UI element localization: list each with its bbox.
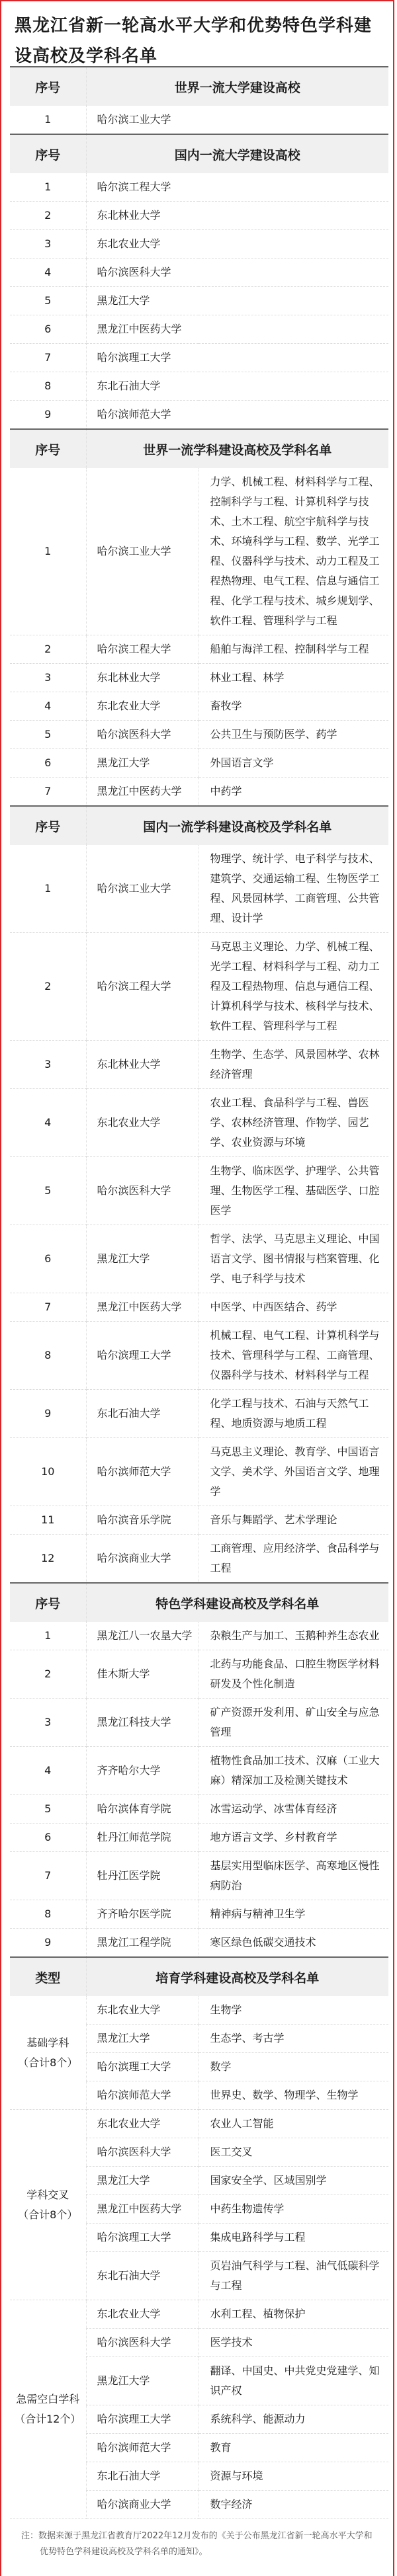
section-header	[10, 134, 388, 173]
row-number: 1	[10, 1622, 86, 1650]
row-number: 2	[10, 202, 86, 230]
column-header: 序号	[10, 429, 86, 468]
section-title: 培育学科建设高校及学科名单	[86, 1957, 388, 1996]
row-number: 1	[10, 106, 86, 134]
row-number: 12	[10, 1535, 86, 1584]
row-number: 5	[10, 1795, 86, 1824]
table-row	[10, 1795, 388, 1824]
row-number: 6	[10, 1225, 86, 1293]
school-name: 哈尔滨理工大学	[86, 344, 388, 372]
group-name: 学科交叉	[26, 2188, 69, 2201]
table-row	[10, 933, 388, 1041]
subject-list: 力学、机械工程、材料科学与工程、控制科学与工程、计算机科学与技术、土木工程、航空宇航科学与技术、环境科学与工程、数学、光学工程、仪器科学与技术、动力工程及工程热物理、电气工程、信息与通信工程、化学工程与技术、城乡规划学、软件工程、管理科学与工程	[198, 468, 388, 635]
subject-list: 系统科学、能源动力	[198, 2405, 388, 2434]
section-title: 世界一流学科建设高校及学科名单	[86, 429, 388, 468]
school-name: 黑龙江大学	[86, 1225, 198, 1293]
subject-list: 国家安全学、区域国别学	[198, 2167, 388, 2195]
subject-list: 中医学、中西医结合、药学	[198, 1293, 388, 1322]
subject-list: 物理学、统计学、电子科学与技术、建筑学、交通运输工程、生物医学工程、风景园林学、工商管理、公共管理、设计学	[198, 845, 388, 933]
school-name: 东北农业大学	[86, 1089, 198, 1157]
subject-list: 世界史、数学、物理学、生物学	[198, 2081, 388, 2110]
subject-list: 农业人工智能	[198, 2110, 388, 2138]
row-number: 8	[10, 1322, 86, 1390]
section-header	[10, 1583, 388, 1622]
school-name: 哈尔滨医科大学	[86, 2329, 198, 2357]
table-row	[10, 1041, 388, 1089]
school-name: 哈尔滨医科大学	[86, 259, 388, 287]
row-number: 4	[10, 1089, 86, 1157]
table-row	[10, 315, 388, 344]
table-row	[10, 259, 388, 287]
group-type-cell	[10, 2110, 86, 2300]
table-row	[10, 1622, 388, 1650]
school-name: 牡丹江医学院	[86, 1852, 198, 1900]
subject-list: 医学技术	[198, 2329, 388, 2357]
row-number: 7	[10, 1293, 86, 1322]
table-row	[10, 1322, 388, 1390]
section-header	[10, 429, 388, 468]
row-number: 2	[10, 1650, 86, 1699]
school-name: 黑龙江中医药大学	[86, 778, 198, 807]
table-row	[10, 344, 388, 372]
table-row	[10, 845, 388, 933]
table-row	[10, 202, 388, 230]
subject-list: 教育	[198, 2434, 388, 2462]
table-row	[10, 1852, 388, 1900]
column-header: 序号	[10, 67, 86, 106]
school-name: 黑龙江中医药大学	[86, 1293, 198, 1322]
subject-list: 植物性食品加工技术、汉麻（工业大麻）精深加工及检测关键技术	[198, 1747, 388, 1795]
group-name: 急需空白学科	[16, 2393, 80, 2405]
group-count: （合计8个）	[18, 2208, 78, 2221]
row-number: 5	[10, 721, 86, 749]
school-name: 哈尔滨商业大学	[86, 2491, 198, 2519]
school-name: 黑龙江中医药大学	[86, 315, 388, 344]
row-number: 4	[10, 692, 86, 721]
table-row	[10, 749, 388, 778]
school-name: 黑龙江科技大学	[86, 1699, 198, 1747]
row-number: 3	[10, 1041, 86, 1089]
school-name: 东北农业大学	[86, 2110, 198, 2138]
school-name: 哈尔滨商业大学	[86, 1535, 198, 1584]
subject-list: 马克思主义理论、教育学、中国语言文学、美术学、外国语言文学、地理学	[198, 1438, 388, 1506]
school-name: 东北林业大学	[86, 1041, 198, 1089]
table-row	[10, 1390, 388, 1438]
school-name: 东北农业大学	[86, 1996, 198, 2025]
subject-list: 林业工程、林学	[198, 664, 388, 692]
table-row	[10, 1506, 388, 1535]
school-name: 东北农业大学	[86, 692, 198, 721]
subject-list: 音乐与舞蹈学、艺术学理论	[198, 1506, 388, 1535]
school-name: 哈尔滨工业大学	[86, 106, 388, 134]
school-name: 哈尔滨工程大学	[86, 933, 198, 1041]
table-row	[10, 664, 388, 692]
school-name: 黑龙江大学	[86, 287, 388, 315]
row-number: 4	[10, 259, 86, 287]
group-type-cell	[10, 1996, 86, 2110]
page-title: 黑龙江省新一轮高水平大学和优势特色学科建设高校及学科名单	[15, 16, 373, 66]
school-name: 哈尔滨体育学院	[86, 1795, 198, 1824]
table-row	[10, 468, 388, 635]
section-title: 国内一流学科建设高校及学科名单	[86, 806, 388, 845]
school-name: 哈尔滨师范大学	[86, 2081, 198, 2110]
row-number: 6	[10, 1824, 86, 1852]
subject-list: 外国语言文学	[198, 749, 388, 778]
school-name: 东北石油大学	[86, 2252, 198, 2300]
table-row	[10, 721, 388, 749]
subject-list: 数字经济	[198, 2491, 388, 2519]
table-row	[10, 173, 388, 202]
source-note: 注：数据来源于黑龙江省教育厅2022年12月发布的《关于公布黑龙江省新一轮高水平大学和优势特色学科建设高校及学科名单的通知》。	[21, 2531, 373, 2557]
subject-list: 生物学、临床医学、护理学、公共管理、生物医学工程、基础医学、口腔医学	[198, 1157, 388, 1225]
row-number: 3	[10, 1699, 86, 1747]
subject-list: 化学工程与技术、石油与天然气工程、地质资源与地质工程	[198, 1390, 388, 1438]
section-header	[10, 806, 388, 845]
school-name: 黑龙江工程学院	[86, 1929, 198, 1958]
school-name: 东北农业大学	[86, 2300, 198, 2329]
table-row	[10, 1996, 388, 2025]
school-name: 佳木斯大学	[86, 1650, 198, 1699]
subject-list: 中药学	[198, 778, 388, 807]
school-name: 哈尔滨工业大学	[86, 845, 198, 933]
school-name: 牡丹江师范学院	[86, 1824, 198, 1852]
school-name: 哈尔滨医科大学	[86, 1157, 198, 1225]
subject-list: 杂粮生产与加工、玉鹅种养生态农业	[198, 1622, 388, 1650]
table-row	[10, 1157, 388, 1225]
school-name: 东北石油大学	[86, 1390, 198, 1438]
row-number: 5	[10, 1157, 86, 1225]
row-number: 8	[10, 1900, 86, 1929]
subject-list: 页岩油气科学与工程、油气低碳科学与工程	[198, 2252, 388, 2300]
subject-list: 基层实用型临床医学、高寒地区慢性病防治	[198, 1852, 388, 1900]
table-row	[10, 106, 388, 134]
row-number: 2	[10, 933, 86, 1041]
row-number: 7	[10, 1852, 86, 1900]
column-header: 类型	[10, 1957, 86, 1996]
table-row	[10, 1293, 388, 1322]
subject-list: 马克思主义理论、力学、机械工程、光学工程、材料科学与工程、动力工程及工程热物理、信息与通信工程、计算机科学与技术、核科学与技术、软件工程、管理科学与工程	[198, 933, 388, 1041]
school-name: 东北石油大学	[86, 2462, 198, 2491]
column-header: 序号	[10, 134, 86, 173]
row-number: 7	[10, 344, 86, 372]
subject-list: 寒区绿色低碳交通技术	[198, 1929, 388, 1958]
section-header	[10, 67, 388, 106]
subject-list: 医工交叉	[198, 2138, 388, 2167]
school-name: 哈尔滨工业大学	[86, 468, 198, 635]
school-name: 东北林业大学	[86, 202, 388, 230]
subject-list: 数学	[198, 2053, 388, 2081]
table-row	[10, 1535, 388, 1584]
table-row	[10, 1699, 388, 1747]
school-name: 齐齐哈尔大学	[86, 1747, 198, 1795]
subject-list: 水利工程、植物保护	[198, 2300, 388, 2329]
table-row	[10, 230, 388, 259]
school-name: 哈尔滨理工大学	[86, 2053, 198, 2081]
group-count: （合计8个）	[18, 2056, 78, 2069]
school-name: 黑龙江八一农垦大学	[86, 1622, 198, 1650]
school-name: 哈尔滨音乐学院	[86, 1506, 198, 1535]
row-number: 9	[10, 401, 86, 430]
school-name: 哈尔滨医科大学	[86, 2138, 198, 2167]
school-name: 黑龙江大学	[86, 2167, 198, 2195]
school-name: 东北农业大学	[86, 230, 388, 259]
school-name: 哈尔滨理工大学	[86, 2405, 198, 2434]
column-header: 序号	[10, 806, 86, 845]
row-number: 2	[10, 635, 86, 664]
row-number: 6	[10, 749, 86, 778]
school-name: 哈尔滨工程大学	[86, 635, 198, 664]
school-name: 哈尔滨医科大学	[86, 721, 198, 749]
table-row	[10, 1438, 388, 1506]
subject-list: 公共卫生与预防医学、药学	[198, 721, 388, 749]
row-number: 4	[10, 1747, 86, 1795]
school-name: 哈尔滨工程大学	[86, 173, 388, 202]
school-name: 黑龙江大学	[86, 2025, 198, 2053]
subject-list: 船舶与海洋工程、控制科学与工程	[198, 635, 388, 664]
row-number: 8	[10, 372, 86, 401]
table-row	[10, 401, 388, 430]
school-name: 黑龙江大学	[86, 749, 198, 778]
group-type-cell	[10, 2300, 86, 2519]
section-header	[10, 1957, 388, 1996]
subject-list: 农业工程、食品科学与工程、兽医学、农林经济管理、作物学、园艺学、农业资源与环境	[198, 1089, 388, 1157]
subject-list: 工商管理、应用经济学、食品科学与工程	[198, 1535, 388, 1584]
subject-list: 资源与环境	[198, 2462, 388, 2491]
subject-list: 畜牧学	[198, 692, 388, 721]
column-header: 序号	[10, 1583, 86, 1622]
row-number: 3	[10, 230, 86, 259]
table-row	[10, 2300, 388, 2329]
row-number: 6	[10, 315, 86, 344]
table-row	[10, 635, 388, 664]
table-row	[10, 1225, 388, 1293]
table-row	[10, 287, 388, 315]
row-number: 1	[10, 845, 86, 933]
subject-list: 冰雪运动学、冰雪体育经济	[198, 1795, 388, 1824]
row-number: 1	[10, 173, 86, 202]
group-count: （合计12个）	[15, 2413, 81, 2425]
subject-list: 精神病与精神卫生学	[198, 1900, 388, 1929]
table-row	[10, 692, 388, 721]
section-title: 国内一流大学建设高校	[86, 134, 388, 173]
row-number: 11	[10, 1506, 86, 1535]
subject-list: 地方语言文学、乡村教育学	[198, 1824, 388, 1852]
table-row	[10, 778, 388, 807]
school-name: 黑龙江中医药大学	[86, 2195, 198, 2224]
group-name: 基础学科	[26, 2036, 69, 2049]
table-row	[10, 1929, 388, 1958]
school-name: 哈尔滨理工大学	[86, 1322, 198, 1390]
school-name: 哈尔滨理工大学	[86, 2224, 198, 2252]
subject-list: 集成电路科学与工程	[198, 2224, 388, 2252]
row-number: 5	[10, 287, 86, 315]
school-name: 哈尔滨师范大学	[86, 2434, 198, 2462]
school-name: 东北石油大学	[86, 372, 388, 401]
table-row	[10, 1650, 388, 1699]
subject-list: 矿产资源开发利用、矿山安全与应急管理	[198, 1699, 388, 1747]
subject-list: 生态学、考古学	[198, 2025, 388, 2053]
table-row	[10, 1089, 388, 1157]
row-number: 7	[10, 778, 86, 807]
list-table	[10, 66, 388, 2519]
school-name: 东北林业大学	[86, 664, 198, 692]
subject-list: 哲学、法学、马克思主义理论、中国语言文学、图书情报与档案管理、化学、电子科学与技术	[198, 1225, 388, 1293]
section-title: 世界一流大学建设高校	[86, 67, 388, 106]
subject-list: 翻译、中国史、中共党史党建学、知识产权	[198, 2357, 388, 2405]
table-row	[10, 1900, 388, 1929]
row-number: 10	[10, 1438, 86, 1506]
school-name: 哈尔滨师范大学	[86, 401, 388, 430]
school-name: 黑龙江大学	[86, 2357, 198, 2405]
subject-list: 北药与功能食品、口腔生物医学材料研发及个性化制造	[198, 1650, 388, 1699]
table-row	[10, 2110, 388, 2138]
subject-list: 生物学	[198, 1996, 388, 2025]
row-number: 3	[10, 664, 86, 692]
table-row	[10, 1824, 388, 1852]
row-number: 9	[10, 1390, 86, 1438]
row-number: 9	[10, 1929, 86, 1958]
school-name: 哈尔滨师范大学	[86, 1438, 198, 1506]
row-number: 1	[10, 468, 86, 635]
subject-list: 生物学、生态学、风景园林学、农林经济管理	[198, 1041, 388, 1089]
table-row	[10, 372, 388, 401]
subject-list: 中药生物遗传学	[198, 2195, 388, 2224]
section-title: 特色学科建设高校及学科名单	[86, 1583, 388, 1622]
school-name: 齐齐哈尔医学院	[86, 1900, 198, 1929]
table-row	[10, 1747, 388, 1795]
subject-list: 机械工程、电气工程、计算机科学与技术、管理科学与工程、工商管理、仪器科学与技术、材料科学与工程	[198, 1322, 388, 1390]
